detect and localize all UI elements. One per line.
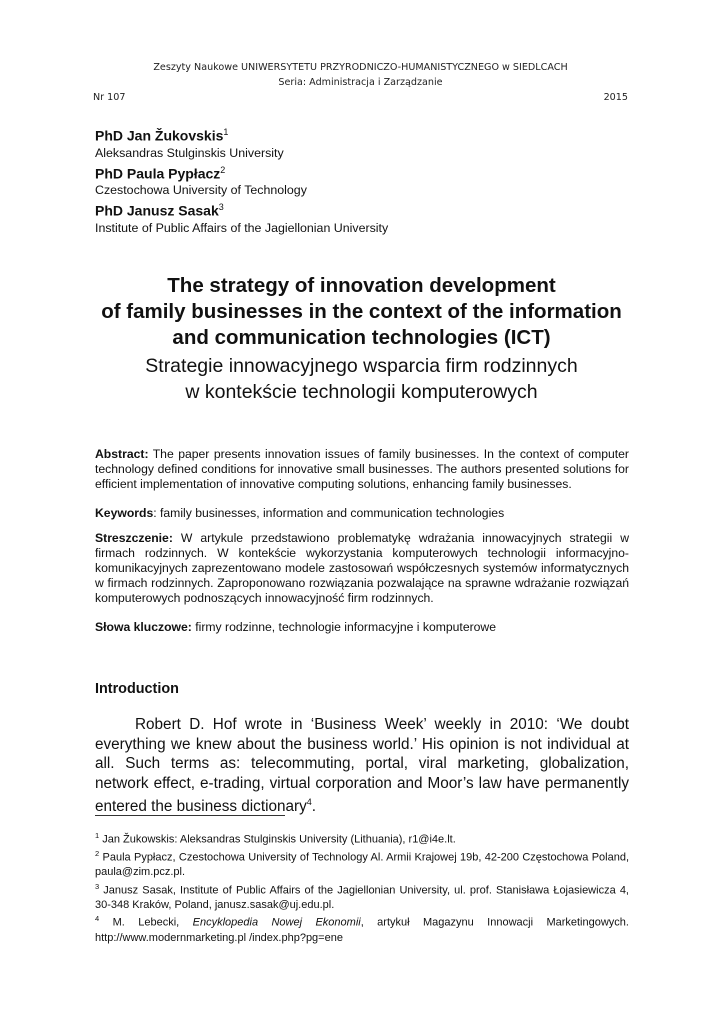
body-text: Robert D. Hof wrote in ‘Business Week’ weekly in 2010: ‘We doubt everything we knew about the business world.’ His opinion is not individual at all. Such terms as: telecommuting, portal, viral marketing, globalization, network effect, e-trading, virtual corporation and Moor’s law have permanently entered the business dictionary — [95, 716, 629, 816]
slowa-kluczowe-label: Słowa kluczowe: — [95, 620, 192, 634]
author-name: PhD Jan Žukovskis$^1$ — [95, 127, 229, 144]
title-pl-line: Strategie innowacyjnego wsparcia firm rodzinnych — [145, 355, 578, 377]
footnote-ref: 3 — [218, 202, 224, 213]
slowa-kluczowe-text: firmy rodzinne, technologie informacyjne i komputerowe — [191, 620, 497, 634]
paper-title — [80, 273, 643, 405]
footnote-ref: 1 — [223, 127, 229, 137]
journal-name: Zeszyty Naukowe UNIWERSYTETU PRZYRODNICZO-HUMANISTYCZNEGO w SIEDLCACH — [153, 62, 568, 73]
author-name: PhD Paula Pypłacz$^2$ — [95, 164, 226, 182]
footnote: $^4$ M. Lebecki, Encyklopedia Nowej Ekonomii, artykuł Magazynu Innowacji Marketingowych. http://www.modernmarketing.pl /index.php?pg=ene — [95, 914, 629, 944]
footnote-ref: 4 — [306, 797, 312, 807]
abstract-label: Abstract: — [95, 447, 149, 461]
title-en-line: of family businesses in the context of the information — [101, 300, 622, 323]
footnote: $^2$ Paula Pypłacz, Czestochowa University of Technology Al. Armii Krajowej 19b, 42-200 Częstochowa Poland, paula@zim.pcz.pl. — [95, 849, 630, 879]
keywords-text: : family businesses, information and communication technologies — [153, 506, 505, 520]
author-affiliation: Czestochowa University of Technology — [95, 183, 307, 198]
body-paragraph: Robert D. Hof wrote in ‘Business Week’ weekly in 2010: ‘We doubt everything we knew about the business world.’ His opinion is not individual at all. Such terms as: telecommuting, portal, viral marketing, globalization, network effect, e-trading, virtual corporation and Moor’s law have permanently entered the business dictionary$^4$. — [95, 716, 629, 816]
footnote-ref: 2 — [220, 164, 226, 175]
streszczenie-text: W artykule przedstawiono problematykę wdrażania innowacyjnych strategii w firmach rodzinnych. W kontekście wykorzystania komputerowych technologii informacyjno-komunikacyjnych zaprezentowano modele zastosowań współczesnych systemów informatycznych w firmach rodzinnych. Zaproponowano rozwiązania pozwalające na sprawne wdrażanie rozwiązań komputerowych podnoszących innowacyjność firm rodzinnych. — [95, 531, 629, 605]
issue-year: 2015 — [603, 92, 628, 103]
issue-number: Nr 107 — [93, 92, 126, 103]
footnote-separator — [95, 815, 285, 816]
streszczenie-label: Streszczenie: — [95, 531, 173, 545]
author-block — [95, 124, 635, 237]
title-en-line: The strategy of innovation development — [167, 274, 556, 297]
author-affiliation: Aleksandras Stulginskis University — [95, 145, 284, 160]
slowa-kluczowe — [95, 620, 629, 635]
abstract-text: The paper presents innovation issues of family businesses. In the context of computer technology defined conditions for innovative small businesses. The authors presented solutions for efficient implementation of innovative computing solutions, enhancing family businesses. — [95, 447, 629, 491]
footnote: $^3$ Janusz Sasak, Institute of Public Affairs of the Jagiellonian University, ul. prof. Stanisława Łojasiewicza 4, 30-348 Kraków, Poland, janusz.sasak@uj.edu.pl. — [95, 881, 629, 911]
journal-series: Seria: Administracja i Zarządzanie — [278, 77, 443, 88]
keywords — [95, 506, 629, 521]
footnote: $^1$ Jan Žukowskis: Aleksandras Stulginskis University (Lithuania), r1@i4e.lt. — [95, 831, 456, 846]
streszczenie — [95, 531, 629, 606]
footnotes — [95, 829, 629, 945]
section-heading: Introduction — [95, 681, 179, 697]
title-en-line: and communication technologies (ICT) — [172, 326, 551, 349]
keywords-label: Keywords — [95, 506, 154, 520]
author-affiliation: Institute of Public Affairs of the Jagiellonian University — [95, 220, 389, 235]
author-name: PhD Janusz Sasak$^3$ — [95, 202, 224, 219]
abstract — [95, 447, 629, 492]
title-pl-line: w kontekście technologii komputerowych — [185, 381, 538, 403]
